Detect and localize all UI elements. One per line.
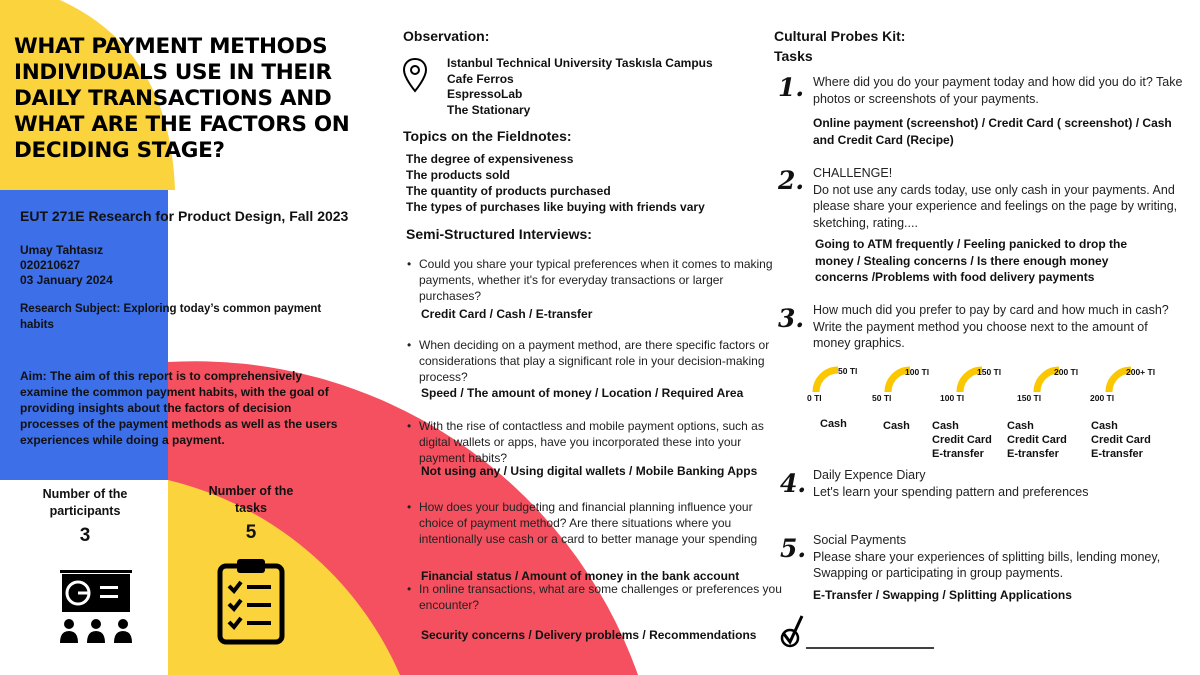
topic-item: The products sold	[406, 168, 511, 182]
task-text: Daily Expence Diary Let's learn your spending pattern and preferences	[813, 468, 1089, 499]
task-number: 5.	[780, 534, 807, 563]
topic-item: The types of purchases like buying with friends vary	[406, 200, 705, 214]
gauge-methods	[1091, 419, 1151, 461]
task-text: CHALLENGE! Do not use any cards today, use only cash in your payments. And please share your experience and feelings on the page by writing, sketching, rating....	[813, 166, 1178, 230]
gauge-methods	[820, 417, 847, 431]
research-subject: Research Subject: Exploring today’s common payment habits	[20, 303, 322, 331]
report-date: 03 January 2024	[20, 273, 113, 287]
gauge	[816, 370, 838, 392]
topics-heading: Topics on the Fieldnotes:	[403, 128, 572, 144]
method-label: Cash	[1007, 420, 1034, 432]
question-text: With the rise of contactless and mobile payment options, such as digital wallets or apps, have you incorporated these into your payment habits?	[419, 419, 764, 465]
interviews-heading: Semi-Structured Interviews:	[406, 226, 592, 242]
topics-list	[406, 151, 705, 215]
method-label: Credit Card	[1007, 434, 1067, 446]
location-item: The Stationary	[447, 102, 531, 117]
kit-heading: Cultural Probes Kit:	[774, 28, 906, 44]
location-item: Istanbul Technical University Taskısla Campus	[447, 56, 713, 70]
author-info	[20, 243, 113, 288]
task-number: 2.	[778, 166, 805, 195]
gauge-low-label: 50 Tl	[872, 393, 892, 403]
bullet-icon: •	[407, 582, 412, 596]
observation-locations	[447, 56, 713, 118]
question-text: When deciding on a payment method, are there specific factors or considerations that play a significant role in your decision-making process?	[419, 338, 770, 384]
method-label: Credit Card	[932, 434, 992, 446]
topic-item: The quantity of products purchased	[406, 184, 611, 198]
gauge-low-label: 200 Tl	[1090, 393, 1115, 403]
task-answer: E-Transfer / Swapping / Splitting Applications	[813, 588, 1072, 602]
method-label: Credit Card	[1091, 434, 1151, 446]
task-number: 4.	[780, 469, 807, 498]
topic-item: The degree of expensiveness	[406, 152, 574, 166]
gauge-high-label: 100 Tl	[905, 367, 930, 377]
question-text: Could you share your typical preferences when it comes to making payments, whether it's for everyday transactions or larger purchases?	[419, 257, 773, 303]
task-text: Where did you do your payment today and how did you do it? Take photos or screenshots of your payments.	[813, 75, 1183, 106]
observation-heading: Observation:	[403, 28, 490, 44]
tasks-heading: Tasks	[774, 48, 813, 64]
interview-answer: Financial status / Amount of money in the bank account	[421, 569, 740, 583]
participants-value: 3	[79, 525, 91, 546]
bullet-icon: •	[407, 338, 412, 352]
presentation-icon	[56, 568, 136, 648]
gauge-high-label: 50 Tl	[838, 366, 858, 376]
gauge-methods	[883, 419, 910, 433]
task-text: Social Payments Please share your experiences of splitting bills, lending money, Swapping or participating in group payments.	[813, 533, 1161, 580]
method-label: Cash	[932, 420, 959, 432]
interview-answer: Speed / The amount of money / Location / Required Area	[421, 386, 744, 400]
student-id: 020210627	[20, 258, 81, 272]
interview-question	[407, 499, 784, 547]
method-label: Cash	[820, 418, 847, 430]
check-circle-icon	[778, 612, 938, 652]
method-label: E-transfer	[932, 448, 984, 460]
gauge-methods	[1007, 419, 1067, 461]
bullet-icon: •	[407, 257, 412, 271]
interview-question	[407, 256, 779, 304]
task-text: How much did you prefer to pay by card and how much in cash? Write the payment method you choose next to the amount of money graphics.	[813, 303, 1169, 350]
task-number: 1.	[778, 73, 805, 102]
location-item: Cafe Ferros	[447, 71, 514, 86]
research-aim: Aim: The aim of this report is to comprehensively examine the common payment habits, with the goal of providing insights about the factors of decision processes of the payment methods as well as the users experiences while doing a payment.	[20, 369, 338, 447]
page-title: WHAT PAYMENT METHODS INDIVIDUALS USE IN THEIR DAILY TRANSACTIONS AND WHAT ARE THE FACTORS ON DECIDING STAGE?	[14, 34, 350, 163]
bullet-icon: •	[407, 419, 412, 433]
location-item: EspressoLab	[447, 87, 523, 101]
gauge-methods	[932, 419, 992, 461]
question-text: In online transactions, what are some challenges or preferences you encounter?	[419, 582, 782, 612]
gauge-high-label: 150 Tl	[977, 367, 1002, 377]
gauge-low-label: 0 Tl	[807, 393, 822, 403]
gauge-low-label: 100 Tl	[940, 393, 965, 403]
interview-question	[407, 581, 784, 613]
interview-question	[407, 418, 784, 466]
question-text: How does your budgeting and financial planning influence your choice of payment method? Are there situations where you intentionally use cash or a card to better manage your spending	[419, 500, 758, 546]
gauge-high-label: 200+ Tl	[1126, 367, 1156, 377]
tasks-count-value: 5	[245, 522, 257, 543]
location-pin-icon	[402, 57, 428, 95]
task-number: 3.	[778, 304, 805, 333]
participants-label: Number of the participants	[42, 487, 128, 518]
method-label: E-transfer	[1091, 448, 1143, 460]
method-label: Cash	[883, 420, 910, 432]
bullet-icon: •	[407, 500, 412, 514]
tasks-count-label: Number of the tasks	[208, 484, 294, 515]
author-name: Umay Tahtasız	[20, 243, 104, 257]
gauge-low-label: 150 Tl	[1017, 393, 1042, 403]
task-answer: Online payment (screenshot) / Credit Card ( screenshot) / Cash and Credit Card (Recipe)	[813, 116, 1172, 147]
task-answer: Going to ATM frequently / Feeling panicked to drop the money / Stealing concerns / Is there enough money concerns /Problems with food delivery payments	[815, 237, 1127, 284]
interview-question	[407, 337, 779, 385]
method-label: E-transfer	[1007, 448, 1059, 460]
gauge-high-label: 200 Tl	[1054, 367, 1079, 377]
clipboard-checklist-icon	[216, 556, 286, 646]
interview-answer: Security concerns / Delivery problems / Recommendations	[421, 628, 757, 642]
interview-answer: Credit Card / Cash / E-transfer	[421, 307, 593, 321]
method-label: Cash	[1091, 420, 1118, 432]
interview-answer: Not using any / Using digital wallets / Mobile Banking Apps	[421, 464, 758, 478]
course-name: EUT 271E Research for Product Design, Fall 2023	[20, 208, 349, 224]
